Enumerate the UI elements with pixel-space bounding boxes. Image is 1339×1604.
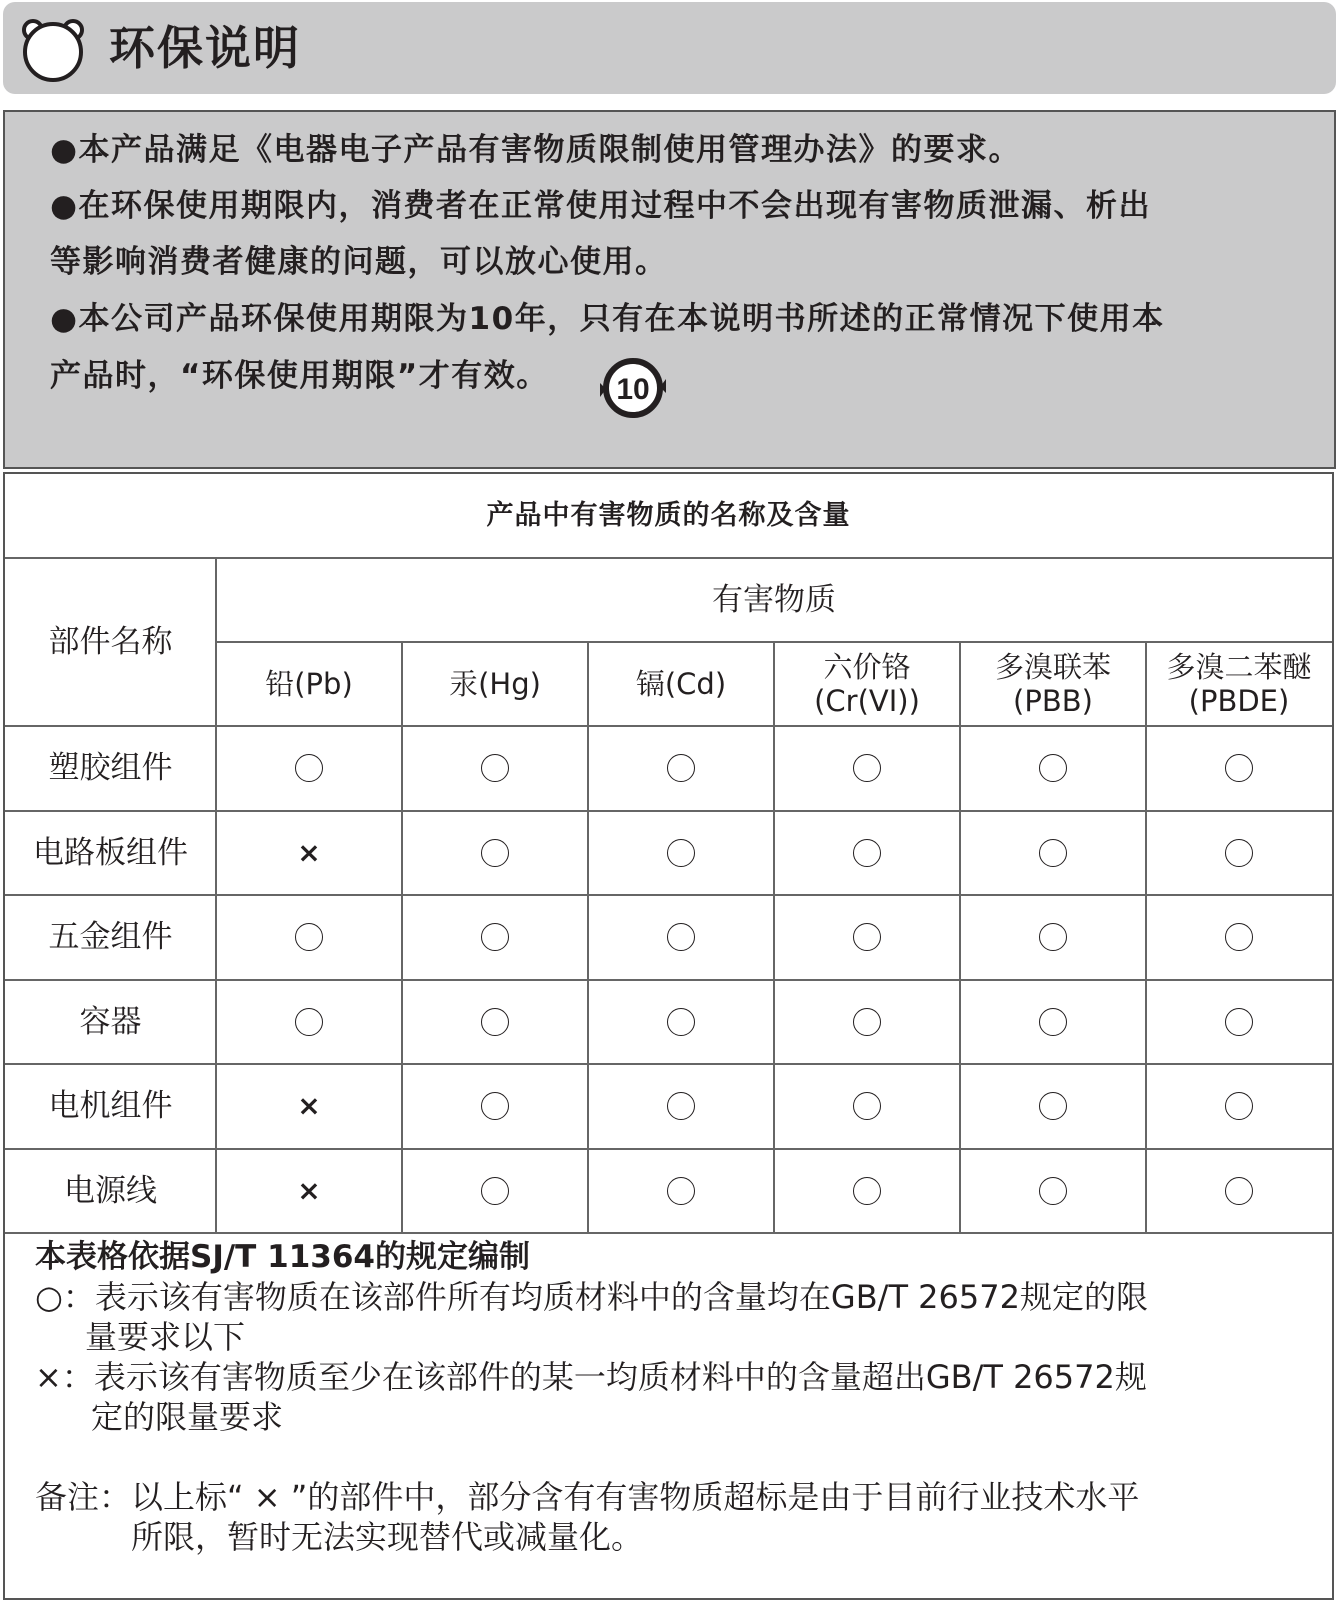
substance-value-cell [774, 895, 960, 980]
table-rule [773, 642, 775, 1233]
substance-header-text: 多溴二苯醚 [1166, 650, 1312, 684]
eco-notice-box [3, 110, 1336, 469]
table-rule [5, 1232, 1332, 1234]
compliant-circle-icon [481, 1008, 509, 1036]
remark-note-cont: 所限，暂时无法实现替代或减量化。 [131, 1518, 644, 1556]
substance-value-cell [1146, 1064, 1332, 1149]
substance-value-cell [402, 1149, 588, 1234]
compliant-circle-icon [481, 754, 509, 782]
notice-line: 等影响消费者健康的问题，可以放心使用。 [50, 244, 668, 280]
exceeds-cross-mark: × [297, 1173, 321, 1207]
compliant-circle-icon [1039, 923, 1067, 951]
substance-value-cell [216, 1149, 402, 1234]
compliant-circle-icon [481, 923, 509, 951]
table-rule [5, 979, 1332, 981]
compliant-circle-icon [667, 839, 695, 867]
notice-line: ●本公司产品环保使用期限为10年，只有在本说明书所述的正常情况下使用本 [50, 301, 1165, 337]
substance-header-text: (PBB) [1013, 684, 1093, 718]
substance-header [960, 642, 1146, 726]
substance-value-cell [216, 1064, 402, 1149]
remark-note: 备注：以上标“ × ”的部件中，部分含有有害物质超标是由于目前行业技术水平 [35, 1478, 1140, 1516]
notice-line: 产品时，“环保使用期限”才有效。 [50, 358, 549, 394]
substance-value-cell [1146, 811, 1332, 896]
cross-legend: ×：表示该有害物质至少在该部件的某一均质材料中的含量超出GB/T 26572规 [35, 1358, 1147, 1396]
compliant-circle-icon [295, 923, 323, 951]
substance-value-cell [588, 980, 774, 1065]
hazardous-substance-table [3, 472, 1334, 1600]
substance-value-cell [588, 895, 774, 980]
eco-period-10-icon [600, 357, 666, 419]
compliant-circle-icon [667, 1008, 695, 1036]
substance-value-cell [402, 895, 588, 980]
part-name-cell: 电机组件 [48, 1088, 173, 1125]
circle-legend-cont: 量要求以下 [85, 1318, 246, 1356]
part-name-cell: 塑胶组件 [48, 750, 173, 787]
part-name-cell: 五金组件 [48, 919, 173, 956]
substance-header [774, 642, 960, 726]
table-rule [5, 557, 1332, 559]
table-rule [959, 642, 961, 1233]
substance-value-cell [1146, 980, 1332, 1065]
substance-header-text: (PBDE) [1188, 684, 1290, 718]
table-title: 产品中有害物质的名称及含量 [486, 500, 851, 531]
substance-value-cell [774, 811, 960, 896]
compliant-circle-icon [667, 754, 695, 782]
compliant-circle-icon [853, 754, 881, 782]
substance-value-cell [774, 980, 960, 1065]
notice-line: ●本产品满足《电器电子产品有害物质限制使用管理办法》的要求。 [50, 132, 1022, 168]
substance-header-text: (Cr(VI)) [814, 684, 920, 718]
compliant-circle-icon [667, 923, 695, 951]
substance-header [588, 642, 774, 726]
compliant-circle-icon [295, 1008, 323, 1036]
substance-value-cell [774, 1149, 960, 1234]
compliant-circle-icon [1225, 923, 1253, 951]
compliant-circle-icon [853, 1008, 881, 1036]
compliant-circle-icon [853, 923, 881, 951]
substance-value-cell [960, 1064, 1146, 1149]
substance-header-text: 镉(Cd) [635, 667, 727, 701]
circle-legend: ○：表示该有害物质在该部件所有均质材料中的含量均在GB/T 26572规定的限 [35, 1278, 1148, 1316]
substance-value-cell [588, 811, 774, 896]
substance-value-cell [960, 980, 1146, 1065]
table-rule [5, 725, 1332, 727]
substance-header [1146, 642, 1332, 726]
compliant-circle-icon [1039, 839, 1067, 867]
compliant-circle-icon [1225, 1177, 1253, 1205]
substance-header-text: 六价铬 [823, 650, 911, 684]
substance-value-cell [1146, 726, 1332, 811]
compliant-circle-icon [481, 1177, 509, 1205]
substance-value-cell [216, 895, 402, 980]
substance-value-cell [402, 726, 588, 811]
substance-value-cell [216, 726, 402, 811]
table-rule [587, 642, 589, 1233]
substance-value-cell [588, 726, 774, 811]
part-name-cell: 电路板组件 [33, 834, 188, 871]
cross-legend-cont: 定的限量要求 [91, 1398, 284, 1436]
substance-value-cell [774, 726, 960, 811]
table-rule [5, 1148, 1332, 1150]
substance-header-text: 铅(Pb) [265, 667, 353, 701]
substance-value-cell [588, 1149, 774, 1234]
substance-group-header: 有害物质 [712, 582, 836, 618]
substance-value-cell [960, 726, 1146, 811]
compliant-circle-icon [853, 1177, 881, 1205]
bear-logo-icon [19, 14, 87, 84]
table-rule [5, 1063, 1332, 1065]
substance-value-cell [216, 811, 402, 896]
substance-value-cell [774, 1064, 960, 1149]
page-title: 环保说明 [109, 21, 301, 75]
table-rule [1145, 642, 1147, 1233]
compliant-circle-icon [853, 1092, 881, 1120]
compliant-circle-icon [667, 1177, 695, 1205]
substance-value-cell [402, 811, 588, 896]
compliant-circle-icon [1039, 1177, 1067, 1205]
substance-value-cell [1146, 1149, 1332, 1234]
substance-value-cell [960, 811, 1146, 896]
table-rule [215, 558, 217, 1233]
table-rule [401, 642, 403, 1233]
part-name-cell: 容器 [79, 1003, 142, 1040]
part-name-cell: 电源线 [64, 1172, 157, 1209]
compliant-circle-icon [481, 1092, 509, 1120]
compliant-circle-icon [1039, 754, 1067, 782]
substance-value-cell [1146, 895, 1332, 980]
substance-value-cell [402, 980, 588, 1065]
compliant-circle-icon [667, 1092, 695, 1120]
exceeds-cross-mark: × [297, 1089, 321, 1123]
substance-value-cell [588, 1064, 774, 1149]
section-header [3, 2, 1336, 94]
substance-header-text: 多溴联苯 [994, 650, 1111, 684]
substance-header-text: 汞(Hg) [449, 667, 541, 701]
table-rule [5, 894, 1332, 896]
substance-value-cell [216, 980, 402, 1065]
substance-value-cell [960, 1149, 1146, 1234]
substance-header [216, 642, 402, 726]
substance-value-cell [960, 895, 1146, 980]
compliant-circle-icon [1225, 754, 1253, 782]
compliant-circle-icon [1225, 1008, 1253, 1036]
part-name-header: 部件名称 [48, 624, 173, 660]
compliant-circle-icon [295, 754, 323, 782]
compliant-circle-icon [1039, 1092, 1067, 1120]
eco-period-number: 10 [616, 373, 650, 406]
substance-value-cell [402, 1064, 588, 1149]
compliant-circle-icon [481, 839, 509, 867]
table-rule [5, 810, 1332, 812]
substance-header [402, 642, 588, 726]
compliant-circle-icon [1225, 1092, 1253, 1120]
compliant-circle-icon [1039, 1008, 1067, 1036]
compliant-circle-icon [853, 839, 881, 867]
exceeds-cross-mark: × [297, 835, 321, 869]
compliant-circle-icon [1225, 839, 1253, 867]
basis-note: 本表格依据SJ/T 11364的规定编制 [35, 1239, 530, 1275]
notice-line: ●在环保使用期限内，消费者在正常使用过程中不会出现有害物质泄漏、析出 [50, 188, 1152, 224]
